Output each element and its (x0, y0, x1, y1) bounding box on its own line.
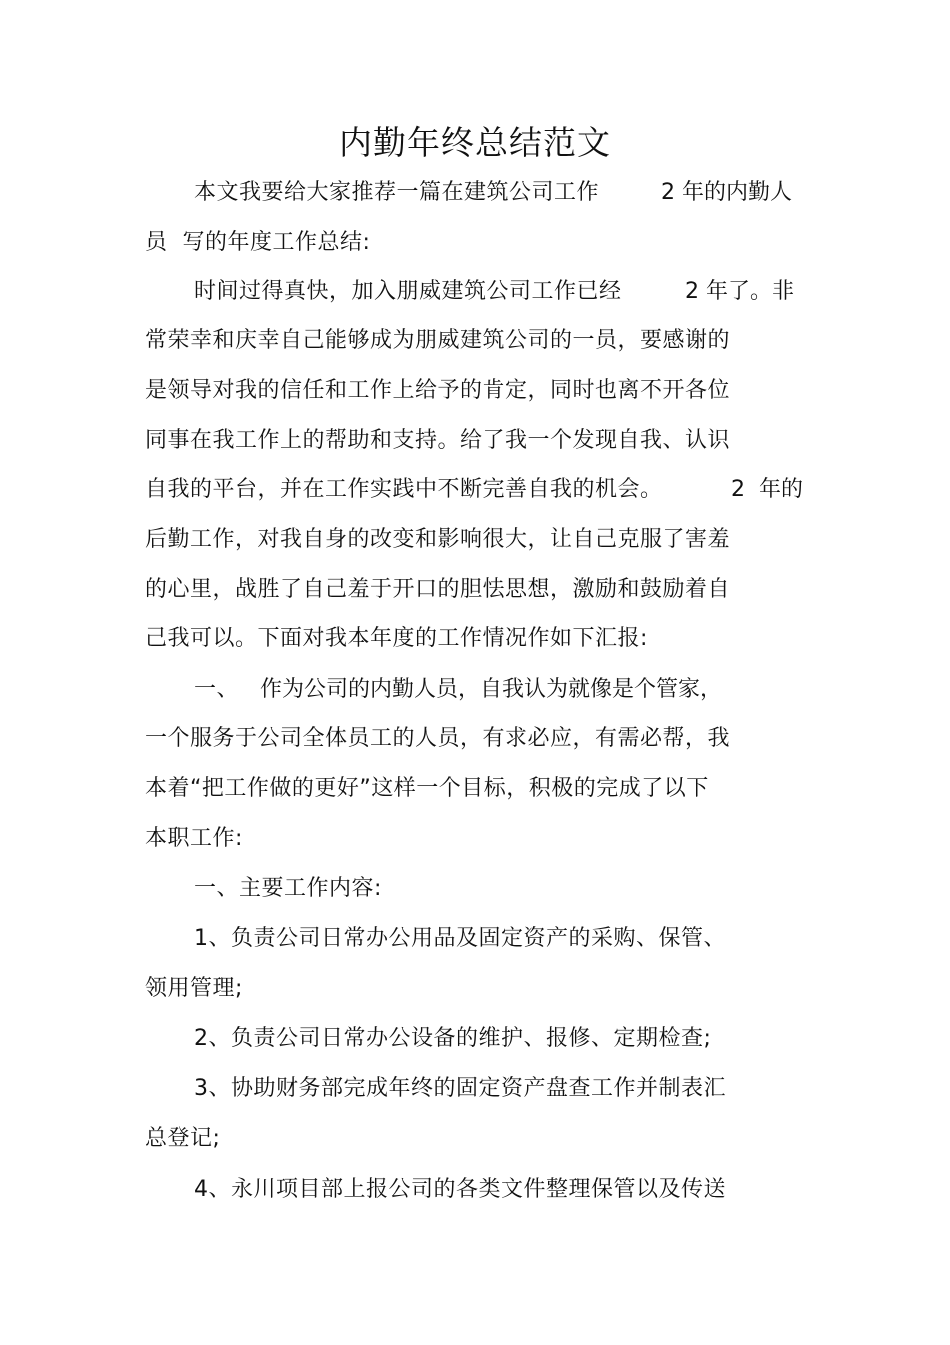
paragraph-line: 常荣幸和庆幸自己能够成为朋威建筑公司的一员，要感谢的 (145, 328, 731, 353)
paragraph-line: 本职工作: (145, 826, 243, 851)
paragraph-line: 员 写的年度工作总结: (145, 230, 371, 255)
list-item: 2、负责公司日常办公设备的维护、报修、定期检查; (194, 1026, 712, 1051)
paragraph-line: 一个服务于公司全体员工的人员，有求必应，有需必帮，我 (145, 726, 731, 751)
list-item-continuation: 领用管理; (145, 976, 243, 1001)
list-item-continuation: 总登记; (145, 1126, 221, 1151)
paragraph-line: 后勤工作，对我自身的改变和影响很大，让自己克服了害羞 (145, 527, 731, 552)
paragraph-line-segment: 2 年的 (731, 477, 803, 502)
paragraph-line: 本着“把工作做的更好”这样一个目标，积极的完成了以下 (145, 776, 709, 801)
paragraph-line: 同事在我工作上的帮助和支持。给了我一个发现自我、认识 (145, 428, 731, 453)
paragraph-line: 自我的平台，并在工作实践中不断完善自我的机会。 (145, 477, 663, 502)
list-item: 4、永川项目部上报公司的各类文件整理保管以及传送 (194, 1177, 726, 1202)
paragraph-line-segment: 2 年了。非 (685, 279, 794, 304)
paragraph-line: 的心里，战胜了自己羞于开口的胆怯思想，激励和鼓励着自 (145, 577, 731, 602)
list-item: 1、负责公司日常办公用品及固定资产的采购、保管、 (194, 926, 726, 951)
list-item: 3、协助财务部完成年终的固定资产盘查工作并制表汇 (194, 1076, 726, 1101)
paragraph-line-segment: 作为公司的内勤人员，自我认为就像是个管家， (260, 677, 723, 702)
paragraph-line: 一、 (194, 677, 240, 702)
document-title: 内勤年终总结范文 (339, 123, 611, 162)
paragraph-line-segment: 2 年的内勤人 (661, 180, 792, 205)
paragraph-line: 己我可以。下面对我本年度的工作情况作如下汇报: (145, 626, 648, 651)
paragraph-line: 时间过得真快，加入朋威建筑公司工作已经 (194, 279, 622, 304)
section-heading: 一、主要工作内容: (194, 876, 382, 901)
paragraph-line: 是领导对我的信任和工作上给予的肯定，同时也离不开各位 (145, 378, 731, 403)
paragraph-line: 本文我要给大家推荐一篇在建筑公司工作 (194, 180, 600, 205)
